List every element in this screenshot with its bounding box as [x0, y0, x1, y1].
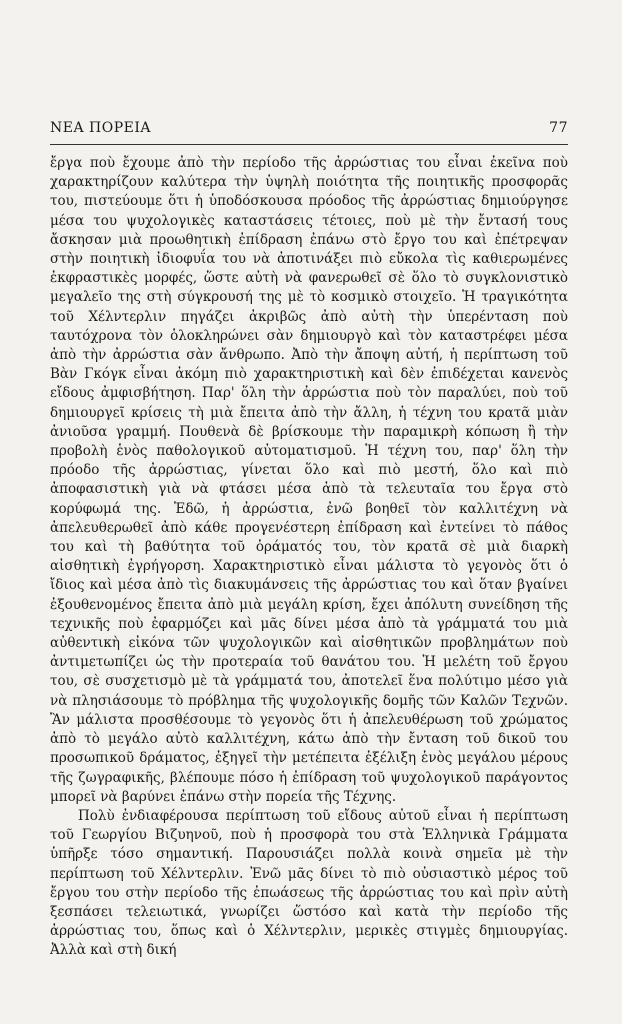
page-header: [50, 120, 568, 136]
paragraph: ἔργα ποὺ ἔχουμε ἀπὸ τὴν περίοδο τῆς ἀρρώστιας του εἶναι ἐκεῖνα ποὺ χαρακτηρίζουν καλύτερα τὴν ὑψηλὴ ποιότητα τῆς ποιητικῆς προσφορᾶς του, πιστεύουμε ὅτι ἡ ὑποδόσκουσα πρόοδος τῆς ἀρρώστιας δημιούργησε μέσα του ψυχολογικὲς καταστάσεις τέτοιες, ποὺ μὲ τὴν ἔντασή τους ἄσκησαν μιὰ προωθητικὴ ἐπίδραση ἐπάνω στὸ ἔργο του καὶ ἐπέτρεψαν στὴν ποιητικὴ ἰδιοφυΐα του νὰ ἀποτινάξει πιὸ εὔκολα τὶς καθιερωμένες ἐκφραστικὲς μορφές, ὥστε αὐτὴ νὰ φανερωθεῖ σὲ ὅλο τὸ συγκλονιστικὸ μεγαλεῖο της στὴ σύγκρουσή της μὲ τὸ κοσμικὸ στοιχεῖο. Ἡ τραγικότητα τοῦ Χέλντερλιν πηγάζει ἀκριβῶς ἀπὸ αὐτὴ τὴν ὑπερένταση ποὺ ταυτόχρονα τὸν ὁλοκληρώνει σὰν δημιουργὸ καὶ τὸν καταστρέφει μέσα ἀπὸ τὴν ἀρρώστια σὰν ἄνθρωπο. Ἀπὸ τὴν ἄποψη αὐτή, ἡ περίπτωση τοῦ Βὰν Γκόγκ εἶναι ἀκόμη πιὸ χαρακτηριστικὴ καὶ δὲν ἐπιδέχεται κανενὸς εἴδους ἀμφισβήτηση. Παρ' ὅλη τὴν ἀρρώστια ποὺ τὸν παραλύει, ποὺ τοῦ δημιουργεῖ κρίσεις τὴ μιὰ ἔπειτα ἀπὸ τὴν ἄλλη, ἡ τέχνη του κρατᾶ μιὰν ἀνιοῦσα γραμμή. Πουθενὰ δὲ βρίσκουμε τὴν παραμικρὴ κόπωση ἢ τὴν προβολὴ ἑνὸς παθολογικοῦ αὐτοματισμοῦ. Ἡ τέχνη του, παρ' ὅλη τὴν πρόοδο τῆς ἀρρώστιας, γίνεται ὅλο καὶ πιὸ μεστή, ὅλο καὶ πιὸ ἀποφασιστικὴ γιὰ νὰ φτάσει μέσα ἀπὸ τὰ τελευταῖα του ἔργα στὸ κορύφωμά της. Ἐδῶ, ἡ ἀρρώστια, ἐνῶ βοηθεῖ τὸν καλλιτέχνη νὰ ἀπελευθερωθεῖ ἀπὸ κάθε προγενέστερη ἐπίδραση καὶ ἐντείνει τὸ πάθος του καὶ τὴ βαθύτητα τοῦ ὁράματός του, τὸν κρατᾶ σὲ μιὰ διαρκὴ αἰσθητικὴ ἐγρήγορση. Χαρακτηριστικὸ εἶναι μάλιστα τὸ γεγονὸς ὅτι ὁ ἴδιος καὶ μέσα ἀπὸ τὶς διακυμάνσεις τῆς ἀρρώστιας του καὶ ὅταν βγαίνει ἐξουθενομένος ἔπειτα ἀπὸ μιὰ μεγάλη κρίση, ἔχει ἀπόλυτη συνείδηση τῆς τεχνικῆς ποὺ ἐφαρμόζει καὶ μᾶς δίνει μέσα ἀπὸ τὰ γράμματά του μιὰ αὐθεντικὴ εἰκόνα τῶν ψυχολογικῶν καὶ αἰσθητικῶν προβλημάτων ποὺ ἀντιμετωπίζει ὡς τὴν προτεραία τοῦ θανάτου του. Ἡ μελέτη τοῦ ἔργου του, σὲ συσχετισμὸ μὲ τὰ γράμματά του, ἀποτελεῖ ἕνα πολύτιμο μέσο γιὰ νὰ πλησιάσουμε τὸ πρόβλημα τῆς ψυχολογικῆς δομῆς τῶν Καλῶν Τεχνῶν. Ἂν μάλιστα προσθέσουμε τὸ γεγονὸς ὅτι ἡ ἀπελευθέρωση τοῦ χρώματος ἀπὸ τὸ μεγάλο αὐτὸ καλλιτέχνη, κάτω ἀπὸ τὴν ἔνταση τοῦ δικοῦ του προσωπικοῦ δράματος, ἐξηγεῖ τὴν μετέπειτα ἐξέλιξη ἑνὸς μεγάλου μέρους τῆς ζωγραφικῆς, βλέπουμε πόσο ἡ ἐπίδραση τοῦ ψυχολογικοῦ παράγοντος μπορεῖ νὰ βαρύνει ἐπάνω στὴν πορεία τῆς Τέχνης.: [50, 155, 568, 805]
header-rule: [50, 144, 568, 145]
body-text: [50, 154, 568, 961]
page-number: 77: [549, 120, 568, 136]
paragraph: Πολὺ ἐνδιαφέρουσα περίπτωση τοῦ εἴδους αὐτοῦ εἶναι ἡ περίπτωση τοῦ Γεωργίου Βιζυηνοῦ, ποὺ ἡ προσφορὰ του στὰ Ἑλληνικὰ Γράμματα ὑπῆρξε τόσο σημαντική. Παρουσιάζει πολλὰ κοινὰ σημεῖα μὲ τὴν περίπτωση τοῦ Χέλντερλιν. Ἐνῶ μᾶς δίνει τὸ πιὸ οὐσιαστικὸ μέρος τοῦ ἔργου του στὴν περίοδο τῆς ἐπωάσεως τῆς ἀρρώστιας του καὶ πρὶν αὐτὴ ξεσπάσει τελειωτικά, γνωρίζει ὥστόσο καὶ κατὰ τὴν περίοδο τῆς ἀρρώστιας του, ὅπως καὶ ὁ Χέλντερλιν, μερικὲς στιγμὲς δημιουργίας. Ἀλλὰ καὶ στὴ δική: [50, 807, 568, 959]
running-title: ΝΕΑ ΠΟΡΕΙΑ: [50, 120, 151, 136]
